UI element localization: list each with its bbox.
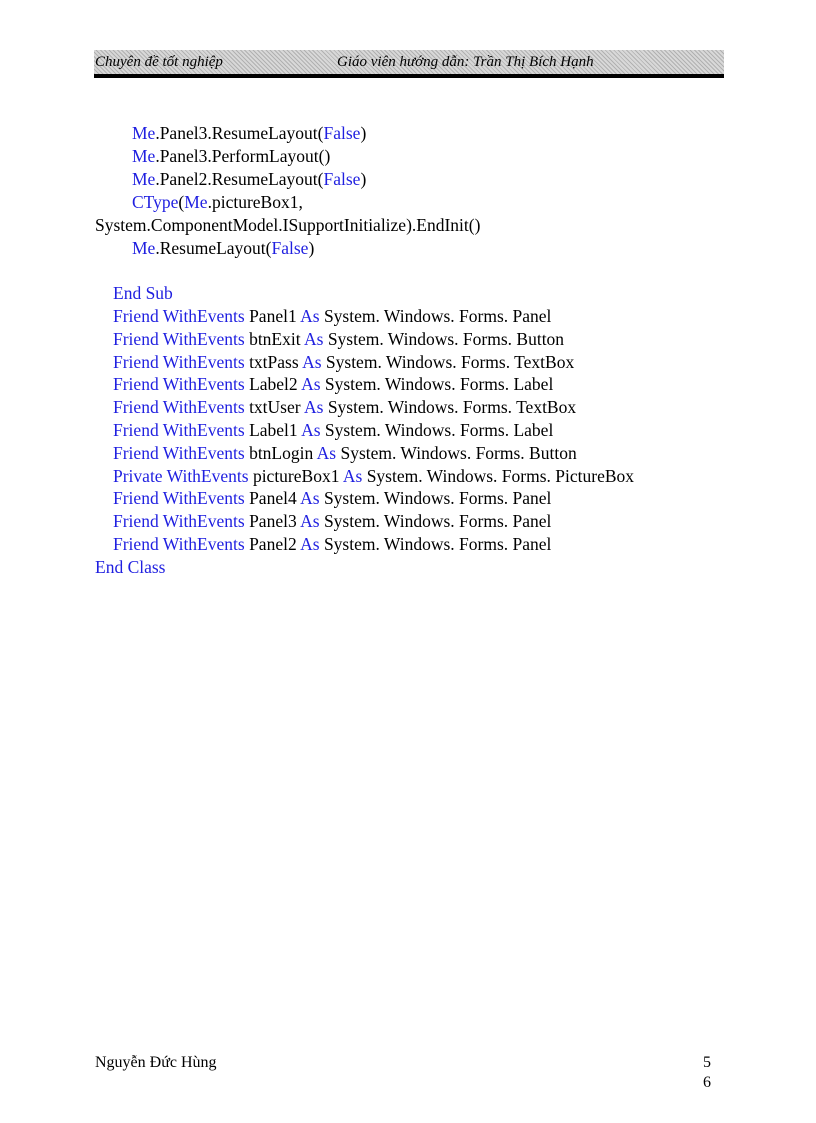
code-text: Label2	[249, 374, 302, 394]
code-text: System. Windows. Forms. Panel	[319, 534, 552, 554]
code-text: System. Windows. Forms. Panel	[319, 511, 552, 531]
keyword: As	[300, 488, 320, 508]
code-text: System. Windows. Forms. Panel	[319, 306, 552, 326]
declaration-line	[113, 533, 551, 555]
declaration-line	[113, 328, 564, 350]
keyword: WithEvents	[166, 466, 249, 486]
declaration-line	[113, 305, 551, 327]
keyword: As	[300, 306, 320, 326]
keyword: Friend	[113, 488, 159, 508]
declaration-line	[113, 442, 577, 464]
code-text: )	[308, 238, 315, 258]
keyword: As	[301, 374, 321, 394]
keyword: False	[323, 123, 361, 143]
keyword: Friend	[113, 397, 159, 417]
keyword: WithEvents	[162, 534, 245, 554]
code-text: System.ComponentModel.ISupportInitialize).EndInit()	[95, 215, 481, 235]
code-line	[132, 168, 366, 190]
declaration-line	[113, 351, 574, 373]
code-text: Panel1	[249, 306, 301, 326]
code-text: System. Windows. Forms. PictureBox	[362, 466, 635, 486]
keyword: WithEvents	[162, 511, 245, 531]
keyword: As	[304, 329, 324, 349]
keyword: As	[316, 443, 337, 463]
declaration-line	[113, 419, 553, 441]
declaration-line	[113, 510, 551, 532]
keyword: Friend	[113, 352, 159, 372]
keyword: WithEvents	[162, 443, 245, 463]
code-line	[113, 282, 173, 304]
code-text: pictureBox1	[252, 466, 343, 486]
keyword: Friend	[113, 534, 159, 554]
code-text: .Panel3.PerformLayout()	[155, 146, 331, 166]
declaration-line	[113, 396, 576, 418]
keyword: WithEvents	[162, 352, 245, 372]
code-text: btnLogin	[249, 443, 317, 463]
header-rule	[94, 74, 724, 78]
footer-author: Nguyễn Đức Hùng	[95, 1054, 217, 1071]
code-text: txtUser	[249, 397, 304, 417]
code-text: (	[178, 192, 185, 212]
code-text: System. Windows. Forms. Button	[336, 443, 577, 463]
keyword: As	[300, 534, 320, 554]
code-text: Label1	[249, 420, 302, 440]
keyword: Me	[184, 192, 208, 212]
code-text: System. Windows. Forms. Panel	[319, 488, 552, 508]
code-text: Panel2	[249, 534, 301, 554]
code-text: Panel4	[249, 488, 301, 508]
code-text: )	[360, 169, 367, 189]
header-right-text: Giáo viên hướng dẫn: Trần Thị Bích Hạnh	[337, 54, 594, 70]
keyword: End Class	[95, 557, 166, 577]
keyword: Me	[132, 123, 156, 143]
code-text: System. Windows. Forms. Label	[320, 420, 554, 440]
code-text: txtPass	[249, 352, 303, 372]
code-line	[132, 145, 330, 167]
code-line	[132, 191, 303, 213]
keyword: End Sub	[113, 283, 173, 303]
declaration-line	[113, 373, 553, 395]
code-text: .Panel2.ResumeLayout(	[155, 169, 324, 189]
keyword: Friend	[113, 374, 159, 394]
code-text: .ResumeLayout(	[155, 238, 272, 258]
keyword: Private	[113, 466, 163, 486]
code-line	[95, 214, 480, 236]
code-line	[132, 237, 314, 259]
keyword: WithEvents	[162, 329, 245, 349]
keyword: Me	[132, 169, 156, 189]
keyword: WithEvents	[162, 374, 245, 394]
keyword: Me	[132, 146, 156, 166]
page-number-digit: 6	[703, 1074, 711, 1091]
keyword: WithEvents	[162, 397, 245, 417]
code-text: System. Windows. Forms. Button	[323, 329, 565, 349]
declaration-line	[113, 487, 551, 509]
keyword: Friend	[113, 306, 159, 326]
code-line	[95, 556, 166, 578]
code-text: btnExit	[249, 329, 304, 349]
keyword: Friend	[113, 420, 159, 440]
code-text: Panel3	[249, 511, 301, 531]
keyword: Friend	[113, 329, 159, 349]
code-text: System. Windows. Forms. TextBox	[323, 397, 577, 417]
code-text: System. Windows. Forms. Label	[320, 374, 554, 394]
keyword: Friend	[113, 511, 159, 531]
code-text: System. Windows. Forms. TextBox	[321, 352, 575, 372]
keyword: WithEvents	[162, 306, 245, 326]
keyword: As	[300, 511, 320, 531]
keyword: False	[271, 238, 309, 258]
page-number	[703, 1053, 715, 1093]
header-left-text: Chuyên đề tốt nghiệp	[95, 54, 223, 70]
keyword: Friend	[113, 443, 159, 463]
code-text: )	[360, 123, 367, 143]
code-text: .pictureBox1,	[207, 192, 303, 212]
keyword: WithEvents	[162, 488, 245, 508]
declaration-line	[113, 465, 634, 487]
keyword: As	[302, 352, 322, 372]
keyword: CType	[132, 192, 179, 212]
code-line	[132, 122, 366, 144]
keyword: False	[323, 169, 361, 189]
keyword: As	[342, 466, 363, 486]
page-number-digit: 5	[703, 1054, 711, 1071]
code-text: .Panel3.ResumeLayout(	[155, 123, 324, 143]
keyword: Me	[132, 238, 156, 258]
keyword: As	[304, 397, 324, 417]
keyword: WithEvents	[162, 420, 245, 440]
keyword: As	[301, 420, 321, 440]
